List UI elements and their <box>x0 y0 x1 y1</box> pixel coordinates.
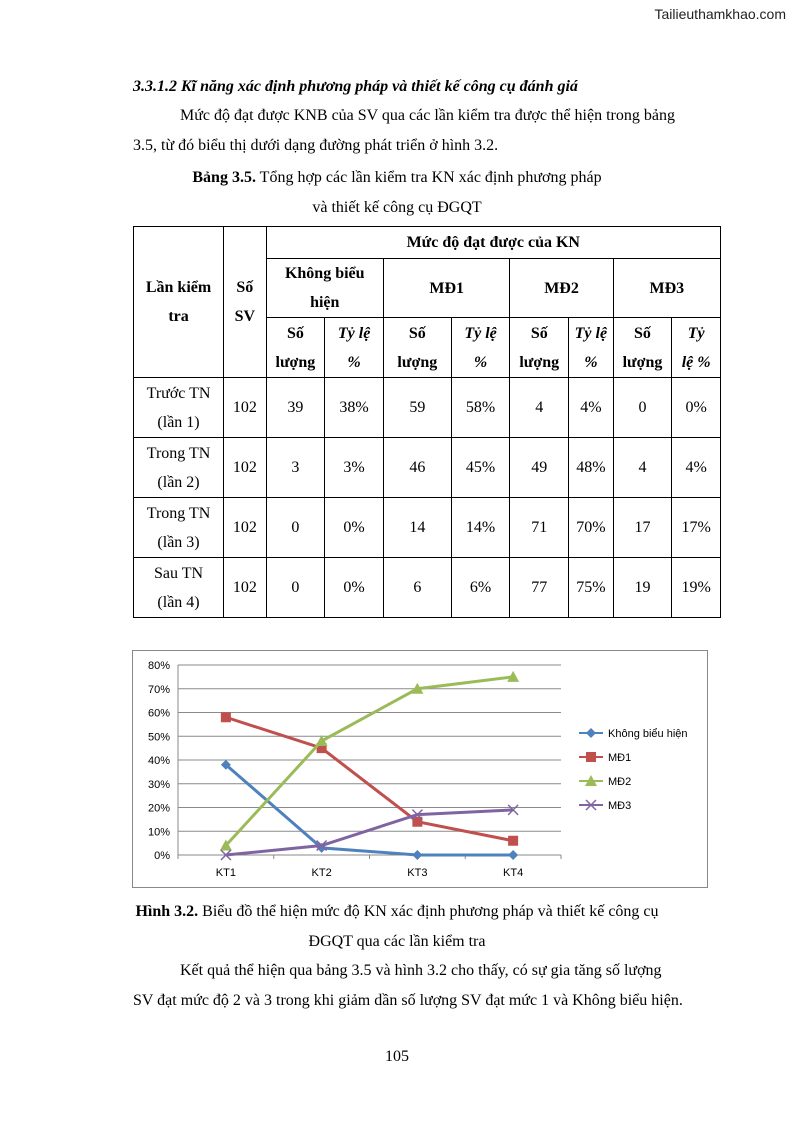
series-line <box>226 677 513 846</box>
cell: 3% <box>325 438 384 498</box>
cell: 102 <box>224 438 267 498</box>
cell: 0% <box>325 558 384 618</box>
table-row <box>134 378 721 438</box>
figure-caption-label: Hình 3.2. <box>135 903 199 920</box>
cell: 6 <box>383 558 451 618</box>
x-tick-label: KT4 <box>503 867 524 879</box>
cell: 0 <box>266 558 325 618</box>
table-caption-label: Bảng 3.5. <box>192 169 256 186</box>
figure-caption-text: Biểu đồ thể hiện mức độ KN xác định phương pháp và thiết kế công cụ <box>198 903 659 920</box>
header-md2: MĐ2 <box>510 259 613 318</box>
cell: 0% <box>325 498 384 558</box>
cell: 77 <box>510 558 569 618</box>
cell: 14% <box>451 498 510 558</box>
cell: 17% <box>672 498 721 558</box>
cell: 58% <box>451 378 510 438</box>
legend-label: MĐ1 <box>608 752 632 764</box>
header-so-sv: Số SV <box>224 227 267 378</box>
y-tick-label: 20% <box>147 802 170 815</box>
table-caption-line1 <box>0 169 794 187</box>
y-tick-label: 80% <box>147 660 170 672</box>
cell: 19 <box>613 558 672 618</box>
y-tick-label: 50% <box>147 731 170 744</box>
header-muc-do: Mức độ đạt được của KN <box>266 227 720 259</box>
header-lan-kiem-tra: Lần kiểm tra <box>134 227 224 378</box>
cell: 46 <box>383 438 451 498</box>
sub-so-luong: Số lượng <box>510 318 569 378</box>
y-tick-label: 0% <box>154 850 170 862</box>
para1-line1: Mức độ đạt được KNB của SV qua các lần kiểm tra được thể hiện trong bảng <box>180 107 675 124</box>
cell: 3 <box>266 438 325 498</box>
cell: 38% <box>325 378 384 438</box>
sub-so-luong: Số lượng <box>266 318 325 378</box>
table-caption-text: Tổng hợp các lần kiểm tra KN xác định phương pháp <box>255 169 602 186</box>
legend-label: Không biểu hiện <box>608 728 688 740</box>
cell: 102 <box>224 498 267 558</box>
figure-caption-line2: ĐGQT qua các lần kiểm tra <box>308 933 486 950</box>
cell: 4% <box>672 438 721 498</box>
cell: 102 <box>224 558 267 618</box>
cell: 0 <box>613 378 672 438</box>
sub-ty-le: Tỷ lệ % <box>325 318 384 378</box>
data-point <box>221 712 231 722</box>
cell: 4% <box>569 378 614 438</box>
watermark: Tailieuthamkhao.com <box>654 6 786 22</box>
row-label: Trong TN (lần 2) <box>134 438 224 498</box>
cell: 102 <box>224 378 267 438</box>
page-number: 105 <box>385 1048 409 1065</box>
para2-line1: Kết quả thể hiện qua bảng 3.5 và hình 3.2 cho thấy, có sự gia tăng số lượng <box>180 962 662 979</box>
table-caption-line2: và thiết kế công cụ ĐGQT <box>312 199 482 216</box>
row-label: Trong TN (lần 3) <box>134 498 224 558</box>
y-tick-label: 10% <box>147 826 170 839</box>
cell: 49 <box>510 438 569 498</box>
chart-svg <box>133 651 707 887</box>
cell: 6% <box>451 558 510 618</box>
cell: 4 <box>510 378 569 438</box>
y-tick-label: 30% <box>147 778 170 791</box>
data-point <box>412 850 422 860</box>
table-row <box>134 498 721 558</box>
sub-so-luong: Số lượng <box>383 318 451 378</box>
cell: 70% <box>569 498 614 558</box>
cell: 4 <box>613 438 672 498</box>
table-row <box>134 438 721 498</box>
legend-marker <box>586 752 596 762</box>
para2-line2: SV đạt mức độ 2 và 3 trong khi giảm dần số lượng SV đạt mức 1 và Không biểu hiện. <box>133 992 683 1009</box>
results-table <box>133 226 721 618</box>
cell: 0 <box>266 498 325 558</box>
cell: 71 <box>510 498 569 558</box>
header-khong-bieu-hien: Không biểu hiện <box>266 259 383 318</box>
row-label: Trước TN (lần 1) <box>134 378 224 438</box>
header-md3: MĐ3 <box>613 259 720 318</box>
cell: 19% <box>672 558 721 618</box>
data-point <box>508 836 518 846</box>
section-heading: 3.3.1.2 Kĩ năng xác định phương pháp và thiết kế công cụ đánh giá <box>133 78 578 95</box>
data-point <box>508 850 518 860</box>
table-row <box>134 558 721 618</box>
y-tick-label: 70% <box>147 683 170 696</box>
legend-label: MĐ3 <box>608 800 632 812</box>
cell: 39 <box>266 378 325 438</box>
figure-caption-line1 <box>0 903 794 921</box>
sub-so-luong: Số lượng <box>613 318 672 378</box>
header-md1: MĐ1 <box>383 259 509 318</box>
sub-ty-le: Tỷ lệ % <box>569 318 614 378</box>
cell: 59 <box>383 378 451 438</box>
cell: 48% <box>569 438 614 498</box>
y-tick-label: 60% <box>147 707 170 720</box>
series-line <box>226 765 513 855</box>
cell: 14 <box>383 498 451 558</box>
legend-marker <box>586 728 596 738</box>
cell: 0% <box>672 378 721 438</box>
sub-ty-le: Tỷ lệ % <box>451 318 510 378</box>
cell: 17 <box>613 498 672 558</box>
y-tick-label: 40% <box>147 755 170 767</box>
x-tick-label: KT1 <box>215 867 236 879</box>
sub-ty-le: Tỷ lệ % <box>672 318 721 378</box>
line-chart <box>132 650 708 888</box>
cell: 75% <box>569 558 614 618</box>
para1-line2: 3.5, từ đó biểu thị dưới dạng đường phát triển ở hình 3.2. <box>133 137 499 154</box>
x-tick-label: KT2 <box>311 867 332 879</box>
row-label: Sau TN (lần 4) <box>134 558 224 618</box>
legend-label: MĐ2 <box>608 776 632 788</box>
cell: 45% <box>451 438 510 498</box>
x-tick-label: KT3 <box>407 867 428 879</box>
